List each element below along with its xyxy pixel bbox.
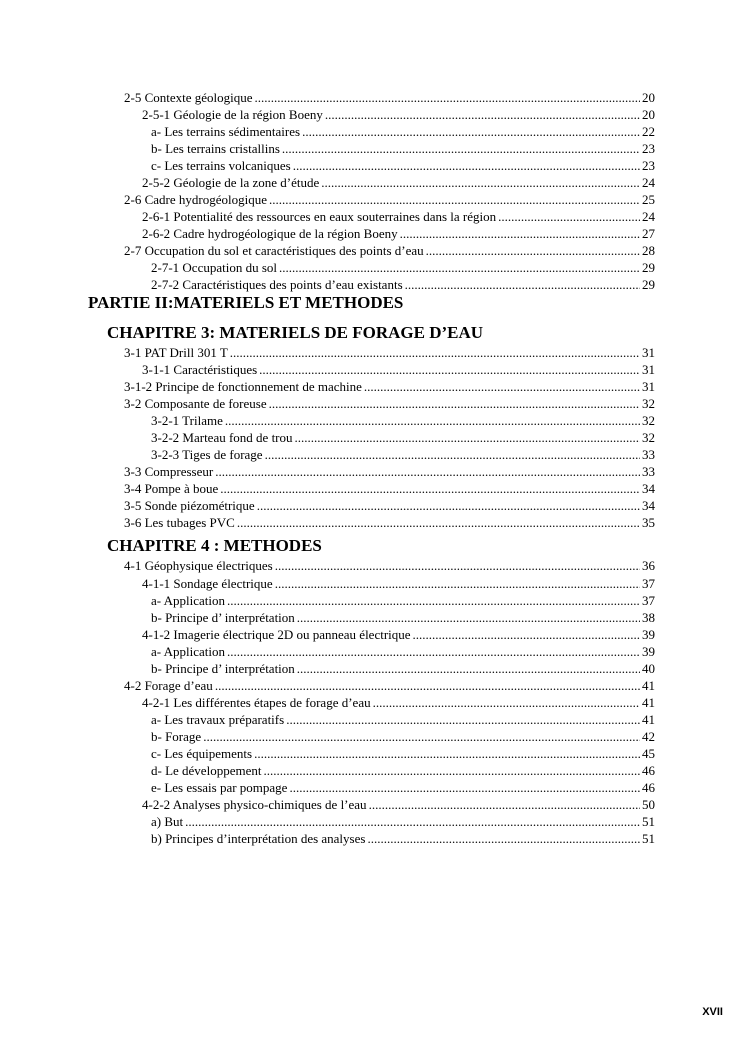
toc-entry-label: 3-2-1 Trilame [151, 413, 223, 428]
toc-leader-dots [293, 157, 640, 174]
toc-entry-page: 20 [642, 107, 655, 122]
toc-entry-page: 42 [642, 729, 655, 744]
toc-entry-page: 38 [642, 610, 655, 625]
toc-entry-page: 39 [642, 644, 655, 659]
toc-entry-page: 41 [642, 678, 655, 693]
toc-entry-3-2 [124, 395, 655, 412]
toc-leader-dots [282, 140, 640, 157]
toc-entry-page: 41 [642, 712, 655, 727]
toc-entry-page: 40 [642, 661, 655, 676]
toc-leader-dots [225, 412, 640, 429]
toc-entry-page: 46 [642, 780, 655, 795]
toc-leader-dots [269, 191, 640, 208]
toc-leader-dots [215, 463, 640, 480]
toc-entry-page: 31 [642, 345, 655, 360]
toc-leader-dots [275, 575, 640, 592]
toc-leader-dots [203, 728, 640, 745]
toc-leader-dots [302, 123, 640, 140]
toc-entry-page: 45 [642, 746, 655, 761]
toc-entry-label: 3-1-1 Caractéristiques [142, 362, 258, 377]
toc-leader-dots [254, 745, 640, 762]
toc-entry-3-3 [124, 463, 655, 480]
toc-entry-page: 51 [642, 831, 655, 846]
toc-entry-page: 27 [642, 226, 655, 241]
toc-leader-dots [275, 557, 640, 574]
toc-leader-dots [230, 344, 640, 361]
toc-entry-2-6-1 [142, 208, 655, 225]
toc-entry-label: d- Le développement [151, 763, 262, 778]
toc-entry-label: b- Forage [151, 729, 202, 744]
toc-entry-page: 34 [642, 481, 655, 496]
toc-entry-4-2-2-a [151, 813, 655, 830]
toc-entry-label: 2-6-1 Potentialité des ressources en eaux souterraines dans la région [142, 209, 497, 224]
toc-entry-label: b- Les terrains cristallins [151, 141, 280, 156]
toc-entry-label: 4-1 Géophysique électriques [124, 558, 273, 573]
chapter-3-heading: CHAPITRE 3: MATERIELS DE FORAGE D’EAU [107, 323, 484, 342]
toc-entry-2-5-1-a [151, 123, 655, 140]
toc-entry-label: b- Principe d’ interprétation [151, 661, 295, 676]
toc-entry-page: 28 [642, 243, 655, 258]
toc-entry-page: 35 [642, 515, 655, 530]
toc-entry-label: a- Les terrains sédimentaires [151, 124, 301, 139]
toc-entry-3-1-2 [124, 378, 655, 395]
toc-entry-4-2-1-e [151, 779, 655, 796]
toc-entry-page: 32 [642, 413, 655, 428]
toc-entry-label: 2-7-1 Occupation du sol [151, 260, 278, 275]
toc-entry-label: 4-2-1 Les différentes étapes de forage d’eau [142, 695, 371, 710]
toc-leader-dots [400, 225, 640, 242]
toc-leader-dots [263, 762, 640, 779]
toc-entry-2-7-2 [151, 276, 655, 293]
toc-entry-page: 24 [642, 175, 655, 190]
toc-entry-4-1-1-b [151, 609, 655, 626]
toc-entry-page: 37 [642, 593, 655, 608]
toc-entry-4-1-1 [142, 575, 655, 592]
toc-entry-label: 2-7-2 Caractéristiques des points d’eau existants [151, 277, 403, 292]
toc-entry-page: 29 [642, 260, 655, 275]
toc-entry-page: 33 [642, 447, 655, 462]
toc-entry-page: 22 [642, 124, 655, 139]
toc-entry-2-5-1-c [151, 157, 655, 174]
toc-entry-label: 3-1-2 Principe de fonctionnement de machine [124, 379, 362, 394]
toc-entry-page: 32 [642, 396, 655, 411]
toc-leader-dots [373, 694, 640, 711]
toc-entry-label: c- Les équipements [151, 746, 253, 761]
toc-leader-dots [279, 259, 640, 276]
toc-entry-3-2-2 [151, 429, 655, 446]
toc-leader-dots [215, 677, 640, 694]
toc-entry-4-1-2-a [151, 643, 655, 660]
toc-entry-page: 23 [642, 158, 655, 173]
toc-entry-2-5-1-b [151, 140, 655, 157]
toc-leader-dots [259, 361, 640, 378]
toc-entry-4-2-2-b [151, 830, 655, 847]
toc-entry-page: 23 [642, 141, 655, 156]
toc-entry-label: 3-1 PAT Drill 301 T [124, 345, 228, 360]
toc-entry-label: a) But [151, 814, 184, 829]
toc-leader-dots [405, 276, 640, 293]
toc-entry-page: 39 [642, 627, 655, 642]
chapter-4-heading: CHAPITRE 4 : METHODES [107, 536, 322, 555]
toc-leader-dots [426, 242, 640, 259]
toc-entry-label: 4-1-2 Imagerie électrique 2D ou panneau électrique [142, 627, 411, 642]
toc-leader-dots [265, 446, 640, 463]
toc-entry-page: 36 [642, 558, 655, 573]
toc-entry-label: 3-2 Composante de foreuse [124, 396, 267, 411]
toc-entry-4-2-1-c [151, 745, 655, 762]
toc-entry-label: c- Les terrains volcaniques [151, 158, 291, 173]
toc-entry-label: 2-6 Cadre hydrogéologique [124, 192, 267, 207]
toc-leader-dots [237, 514, 640, 531]
toc-entry-label: 3-6 Les tubages PVC [124, 515, 235, 530]
toc-entry-2-6 [124, 191, 655, 208]
toc-entry-page: 31 [642, 362, 655, 377]
toc-entry-2-7-1 [151, 259, 655, 276]
toc-leader-dots [220, 480, 640, 497]
toc-entry-page: 33 [642, 464, 655, 479]
toc-entry-2-5 [124, 89, 655, 106]
toc-entry-page: 29 [642, 277, 655, 292]
toc-entry-label: 3-2-3 Tiges de forage [151, 447, 263, 462]
toc-entry-3-1-1 [142, 361, 655, 378]
toc-entry-label: 3-2-2 Marteau fond de trou [151, 430, 293, 445]
page-number: XVII [702, 1006, 723, 1018]
toc-entry-2-5-2 [142, 174, 655, 191]
toc-entry-4-2 [124, 677, 655, 694]
toc-leader-dots [286, 711, 640, 728]
toc-entry-3-6 [124, 514, 655, 531]
toc-leader-dots [295, 429, 640, 446]
toc-entry-label: 4-1-1 Sondage électrique [142, 576, 273, 591]
toc-entry-label: a- Application [151, 593, 226, 608]
toc-entry-3-2-1 [151, 412, 655, 429]
part-heading: PARTIE II:MATERIELS ET METHODES [88, 293, 404, 312]
toc-entry-2-6-2 [142, 225, 655, 242]
toc-entry-page: 25 [642, 192, 655, 207]
toc-leader-dots [185, 813, 640, 830]
toc-entry-page: 50 [642, 797, 655, 812]
toc-entry-label: 4-2-2 Analyses physico-chimiques de l’eau [142, 797, 367, 812]
toc-entry-3-5 [124, 497, 655, 514]
toc-leader-dots [364, 378, 640, 395]
toc-leader-dots [321, 174, 640, 191]
toc-entry-label: 2-7 Occupation du sol et caractéristiques des points d’eau [124, 243, 424, 258]
toc-entry-4-1 [124, 557, 655, 574]
toc-leader-dots [413, 626, 640, 643]
toc-entry-3-1 [124, 344, 655, 361]
toc-entry-4-2-2 [142, 796, 655, 813]
toc-entry-2-5-1 [142, 106, 655, 123]
toc-entry-4-1-2 [142, 626, 655, 643]
toc-entry-label: 2-5-1 Géologie de la région Boeny [142, 107, 323, 122]
toc-leader-dots [369, 796, 640, 813]
toc-entry-page: 37 [642, 576, 655, 591]
toc-leader-dots [257, 497, 640, 514]
toc-leader-dots [498, 208, 640, 225]
toc-entry-page: 34 [642, 498, 655, 513]
toc-leader-dots [269, 395, 640, 412]
toc-entry-3-4 [124, 480, 655, 497]
toc-leader-dots [297, 609, 640, 626]
toc-entry-label: a- Application [151, 644, 226, 659]
toc-entry-4-1-2-b [151, 660, 655, 677]
toc-entry-label: 3-4 Pompe à boue [124, 481, 219, 496]
toc-entry-label: 3-5 Sonde piézométrique [124, 498, 255, 513]
toc-entry-4-1-1-a [151, 592, 655, 609]
toc-entry-label: 2-5-2 Géologie de la zone d’étude [142, 175, 320, 190]
toc-entry-label: 4-2 Forage d’eau [124, 678, 213, 693]
toc-leader-dots [297, 660, 640, 677]
toc-entry-page: 32 [642, 430, 655, 445]
toc-entry-3-2-3 [151, 446, 655, 463]
toc-entry-4-2-1-b [151, 728, 655, 745]
toc-leader-dots [325, 106, 640, 123]
toc-leader-dots [227, 643, 640, 660]
toc-entry-label: b- Principe d’ interprétation [151, 610, 295, 625]
toc-entry-page: 24 [642, 209, 655, 224]
toc-leader-dots [367, 830, 640, 847]
toc-entry-page: 41 [642, 695, 655, 710]
toc-entry-4-2-1-a [151, 711, 655, 728]
toc-entry-page: 31 [642, 379, 655, 394]
toc-leader-dots [289, 779, 640, 796]
toc-entry-label: e- Les essais par pompage [151, 780, 288, 795]
toc-entry-label: 2-6-2 Cadre hydrogéologique de la région Boeny [142, 226, 398, 241]
toc-entry-page: 46 [642, 763, 655, 778]
toc-leader-dots [227, 592, 640, 609]
toc-entry-label: 2-5 Contexte géologique [124, 90, 253, 105]
toc-entry-page: 20 [642, 90, 655, 105]
toc-entry-2-7 [124, 242, 655, 259]
toc-entry-label: a- Les travaux préparatifs [151, 712, 285, 727]
toc-entry-page: 51 [642, 814, 655, 829]
toc-entry-4-2-1 [142, 694, 655, 711]
toc-leader-dots [255, 89, 640, 106]
toc-entry-label: b) Principes d’interprétation des analyses [151, 831, 366, 846]
toc-entry-label: 3-3 Compresseur [124, 464, 214, 479]
toc-entry-4-2-1-d [151, 762, 655, 779]
